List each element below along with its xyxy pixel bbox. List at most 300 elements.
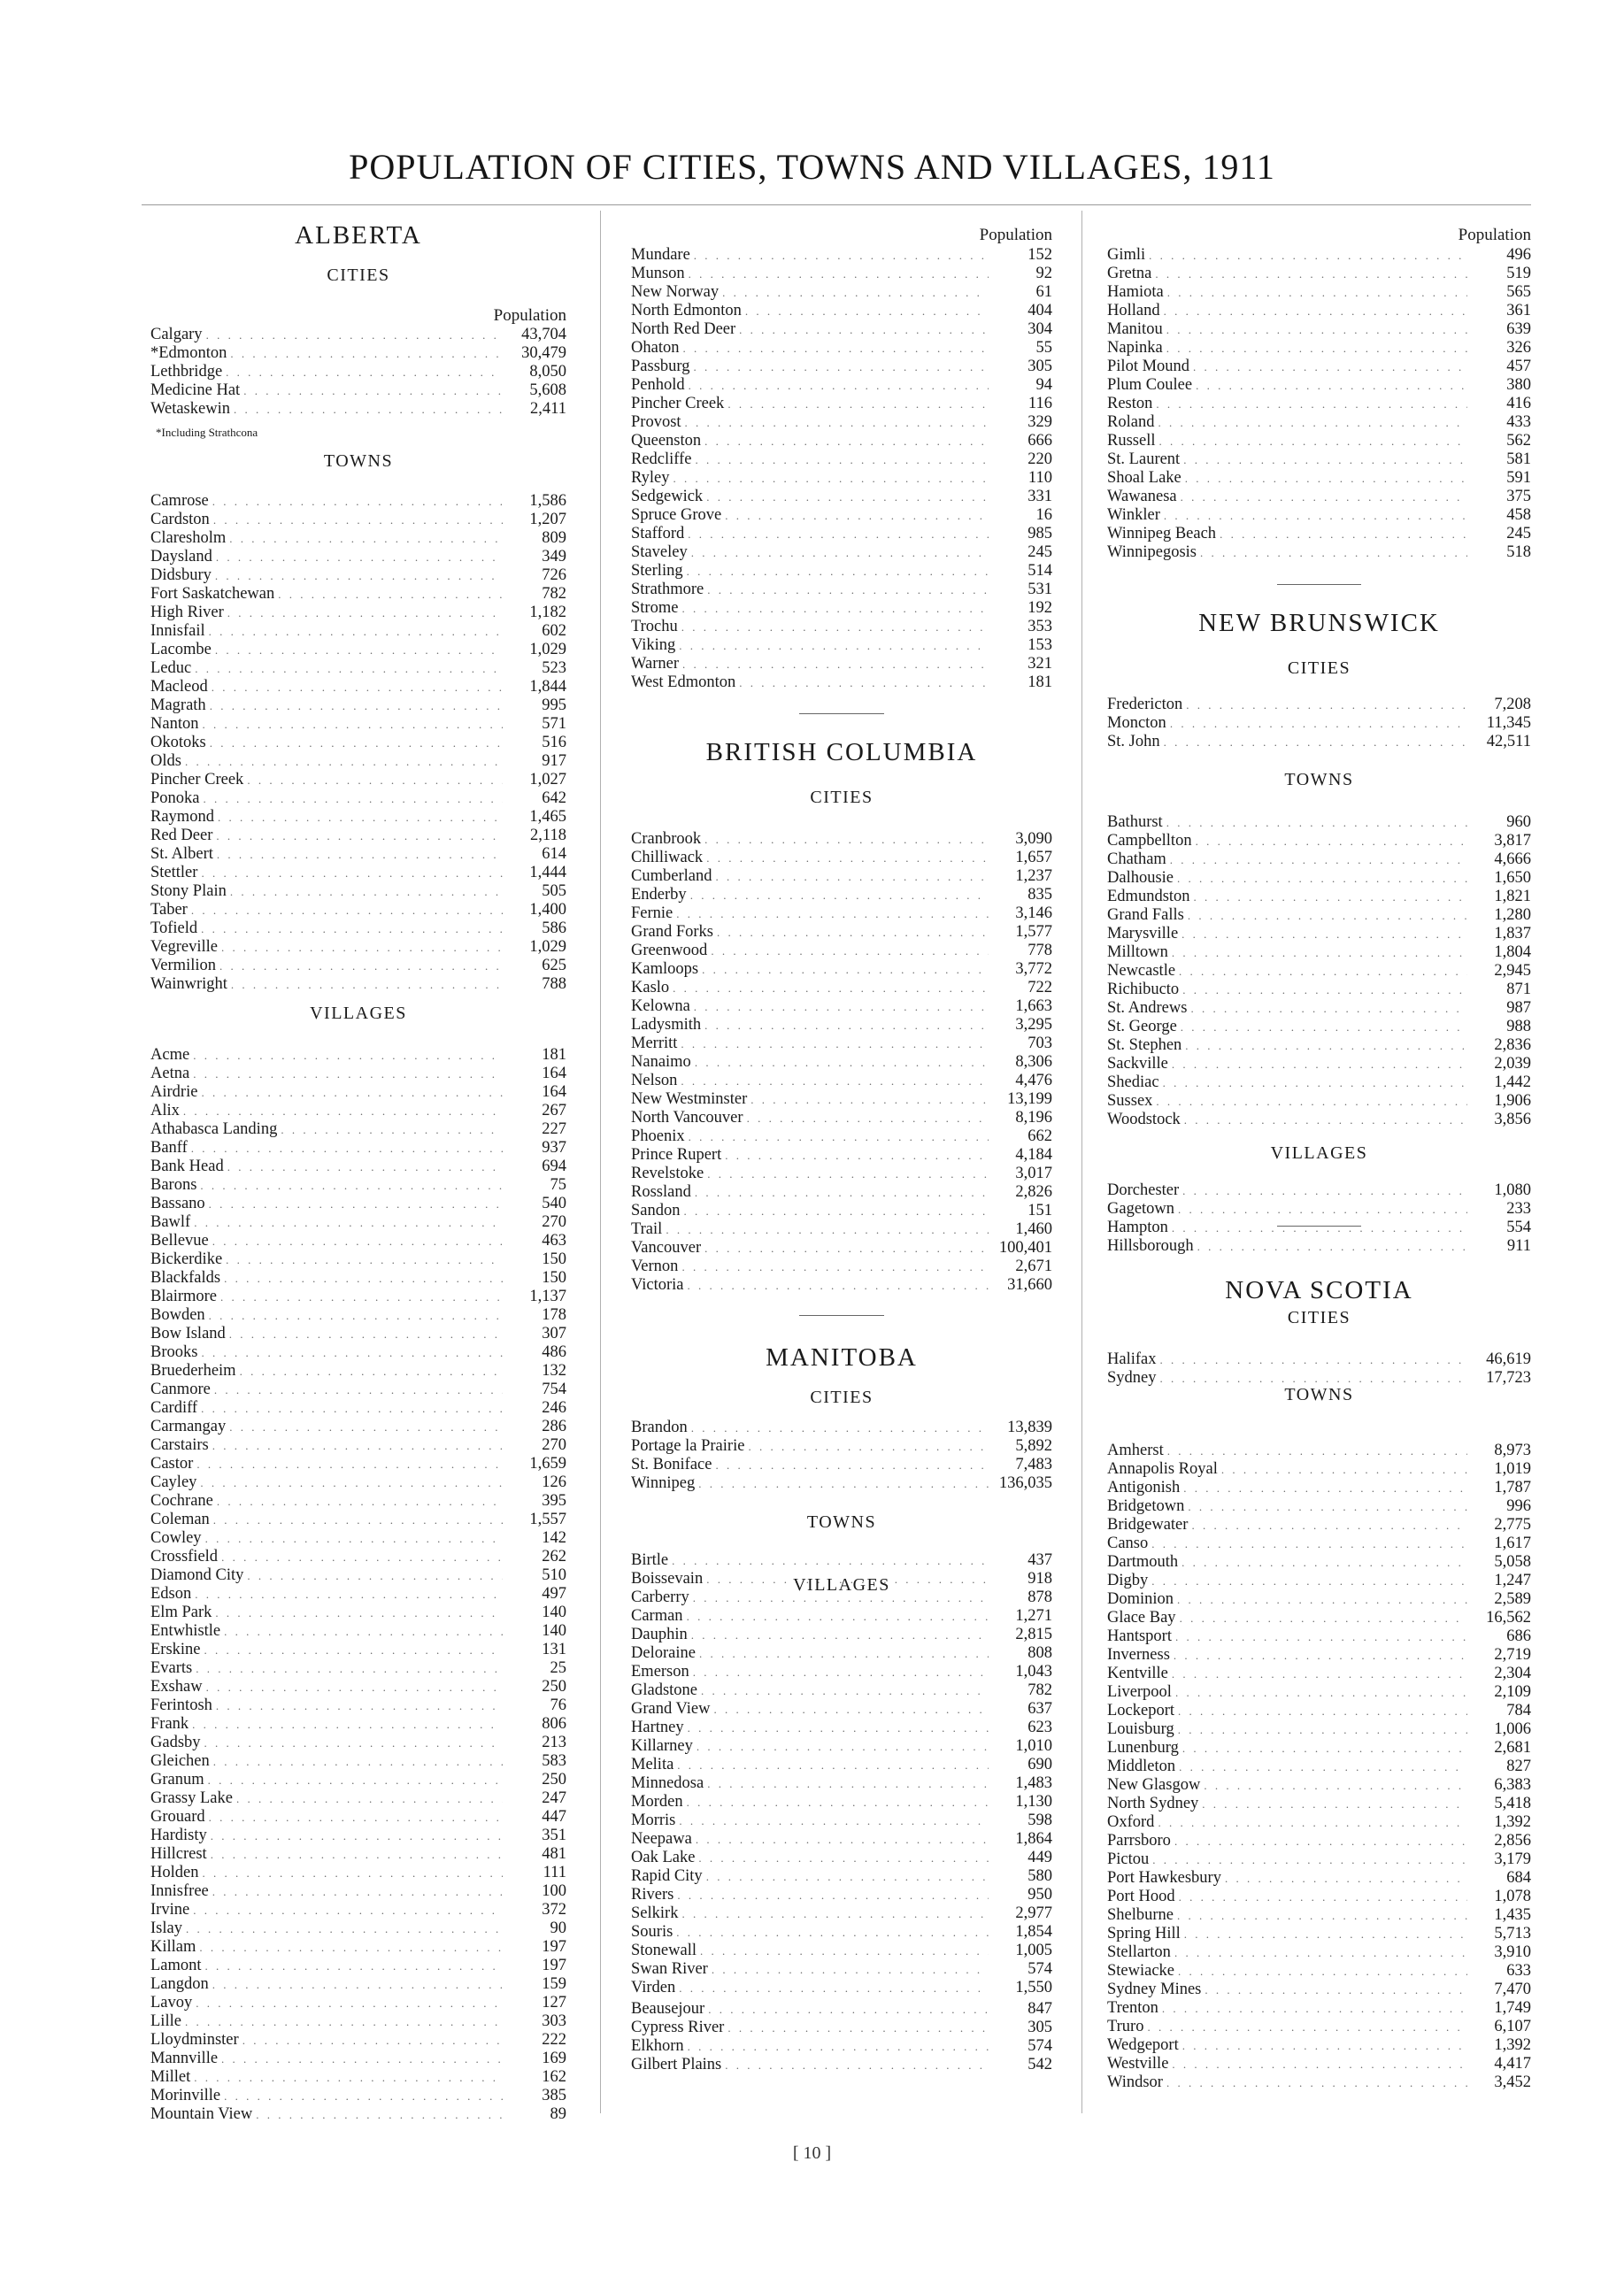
- place-name: Moncton: [1107, 714, 1166, 732]
- place-name: Marysville: [1107, 925, 1179, 942]
- leader-dots: [196, 1938, 503, 1957]
- table-row: [1107, 1627, 1531, 1646]
- table-row: [1107, 1665, 1531, 1683]
- section-heading: TOWNS: [323, 451, 394, 471]
- leader-dots: [192, 1994, 503, 2012]
- table-row: [631, 960, 1052, 979]
- population-value: 995: [542, 696, 566, 714]
- table-row: [150, 381, 566, 400]
- population-value: 518: [1506, 543, 1531, 561]
- table-row: [631, 886, 1052, 904]
- population-value: 1,182: [529, 604, 566, 621]
- leader-dots: [673, 1886, 989, 1904]
- table-row: [150, 529, 566, 548]
- population-value: 437: [1028, 1551, 1052, 1569]
- place-name: Ponoka: [150, 789, 200, 807]
- section-heading: TOWNS: [806, 1512, 877, 1532]
- table-row: [631, 599, 1052, 618]
- population-value: 574: [1028, 2037, 1052, 2055]
- place-name: Cochrane: [150, 1492, 213, 1510]
- table-row: [1107, 733, 1531, 751]
- place-name: Provost: [631, 413, 681, 431]
- leader-dots: [677, 1035, 989, 1053]
- table-row: [1107, 1572, 1531, 1590]
- population-value: 3,772: [1015, 960, 1052, 978]
- leader-dots: [1174, 1590, 1467, 1609]
- place-name: Staveley: [631, 543, 688, 561]
- population-value: 996: [1506, 1497, 1531, 1515]
- place-name: *Edmonton: [150, 344, 227, 362]
- section-separator: [799, 1315, 883, 1316]
- table-row: [631, 1663, 1052, 1681]
- leader-dots: [1160, 302, 1467, 320]
- leader-dots: [1168, 943, 1467, 962]
- table-row: [631, 1183, 1052, 1202]
- place-name: Evarts: [150, 1659, 193, 1677]
- place-name: Woodstock: [1107, 1111, 1181, 1128]
- table-row: [1107, 714, 1531, 733]
- place-name: St. George: [1107, 1018, 1177, 1035]
- population-value: 303: [542, 2012, 566, 2030]
- leader-dots: [1145, 246, 1467, 265]
- place-name: Roland: [1107, 413, 1155, 431]
- population-value: 169: [542, 2050, 566, 2067]
- leader-dots: [1168, 1055, 1467, 1073]
- leader-dots: [196, 1176, 503, 1195]
- population-value: 1,460: [1015, 1220, 1052, 1238]
- table-row: [1107, 506, 1531, 525]
- population-value: 7,208: [1494, 696, 1531, 713]
- leader-dots: [220, 1269, 503, 1288]
- table-row: [150, 1622, 566, 1641]
- population-value: 4,184: [1015, 1146, 1052, 1164]
- leader-dots: [214, 808, 503, 827]
- population-value: 385: [542, 2087, 566, 2104]
- population-value: 574: [1028, 1960, 1052, 1978]
- population-value: 5,418: [1494, 1795, 1531, 1812]
- population-value: 703: [1028, 1035, 1052, 1052]
- population-value: 1,749: [1494, 1999, 1531, 2017]
- place-name: Langdon: [150, 1975, 209, 1993]
- table-row: [1107, 339, 1531, 358]
- population-value: 1,837: [1494, 925, 1531, 942]
- leader-dots: [704, 2000, 989, 2019]
- place-name: Lunenburg: [1107, 1739, 1179, 1757]
- leader-dots: [207, 1845, 503, 1864]
- table-row: [631, 506, 1052, 525]
- leader-dots: [675, 1812, 989, 1830]
- leader-dots: [1174, 1962, 1467, 1981]
- leader-dots: [197, 919, 503, 938]
- leader-dots: [721, 506, 989, 525]
- population-value: 1,586: [529, 492, 566, 510]
- population-value: 361: [1506, 302, 1531, 319]
- leader-dots: [1218, 1460, 1467, 1479]
- leader-dots: [209, 492, 503, 511]
- place-name: Carman: [631, 1607, 683, 1625]
- table-row: [1107, 1869, 1531, 1888]
- place-name: Gretna: [1107, 265, 1152, 282]
- place-name: Warner: [631, 655, 679, 673]
- leader-dots: [1152, 1092, 1467, 1111]
- leader-dots: [243, 1566, 503, 1585]
- population-value: 6,107: [1494, 2018, 1531, 2035]
- table-row: [150, 1176, 566, 1195]
- leader-dots: [1174, 1720, 1467, 1739]
- leader-dots: [212, 1696, 503, 1715]
- place-name: Morris: [631, 1812, 676, 1829]
- place-name: Antigonish: [1107, 1479, 1181, 1496]
- population-value: 1,237: [1015, 867, 1052, 885]
- table-row: [631, 942, 1052, 960]
- place-name: Grassy Lake: [150, 1789, 233, 1807]
- leader-dots: [243, 771, 503, 789]
- place-name: Revelstoke: [631, 1165, 704, 1182]
- table-row: [150, 1789, 566, 1808]
- population-value: 2,671: [1015, 1258, 1052, 1275]
- table-row: [1107, 1646, 1531, 1665]
- population-value: 3,179: [1494, 1850, 1531, 1868]
- column-divider: [1081, 211, 1082, 2113]
- table-row: [1107, 1683, 1531, 1702]
- table-row: [1107, 283, 1531, 302]
- place-name: Winkler: [1107, 506, 1160, 524]
- leader-dots: [1189, 358, 1467, 376]
- leader-dots: [198, 1864, 503, 1882]
- leader-dots: [1184, 1497, 1467, 1516]
- section-heading: CITIES: [1287, 1308, 1351, 1327]
- population-value: 1,577: [1015, 923, 1052, 941]
- table-row: [1107, 1702, 1531, 1720]
- table-row: [150, 1734, 566, 1752]
- population-value: 514: [1028, 562, 1052, 580]
- table-row: [1107, 543, 1531, 562]
- leader-dots: [1164, 1442, 1467, 1460]
- place-name: Bridgetown: [1107, 1497, 1185, 1515]
- leader-dots: [703, 488, 989, 506]
- place-name: Dalhousie: [1107, 869, 1174, 887]
- table-row: [150, 585, 566, 604]
- leader-dots: [701, 432, 989, 450]
- place-name: Dorchester: [1107, 1181, 1180, 1199]
- table-row: [150, 1938, 566, 1957]
- table-row: [150, 1901, 566, 1919]
- place-name: Elkhorn: [631, 2037, 684, 2055]
- leader-dots: [662, 1220, 989, 1239]
- leader-dots: [1171, 1832, 1467, 1850]
- population-value: 918: [1028, 1570, 1052, 1588]
- table-row: [631, 1737, 1052, 1756]
- population-value: 8,050: [529, 363, 566, 381]
- leader-dots: [692, 450, 989, 469]
- table-row: [631, 1756, 1052, 1774]
- place-name: Bassano: [150, 1195, 205, 1212]
- table-row: [150, 1808, 566, 1827]
- leader-dots: [197, 1083, 503, 1102]
- table-row: [1107, 2073, 1531, 2092]
- leader-dots: [1166, 714, 1467, 733]
- population-value: 871: [1506, 981, 1531, 998]
- population-value: 662: [1028, 1127, 1052, 1145]
- place-name: Westville: [1107, 2055, 1169, 2073]
- place-name: Oak Lake: [631, 1849, 696, 1866]
- table-row: [150, 1882, 566, 1901]
- population-value: 89: [550, 2105, 566, 2123]
- leader-dots: [681, 1202, 989, 1220]
- section-separator: [1277, 1226, 1362, 1227]
- leader-dots: [1178, 1553, 1467, 1572]
- place-name: Dominion: [1107, 1590, 1174, 1608]
- leader-dots: [233, 1789, 503, 1808]
- population-value: 1,657: [1015, 849, 1052, 866]
- population-value: 270: [542, 1213, 566, 1231]
- table-row: [150, 511, 566, 529]
- population-value: 404: [1028, 302, 1052, 319]
- leader-dots: [188, 901, 503, 919]
- population-value: 13,199: [1007, 1090, 1052, 1108]
- place-name: Birtle: [631, 1551, 669, 1569]
- population-value: 1,821: [1494, 888, 1531, 905]
- table-row: [1107, 1850, 1531, 1869]
- population-value: 782: [1028, 1681, 1052, 1699]
- table-row: [150, 1473, 566, 1492]
- population-value: 13,839: [1007, 1419, 1052, 1436]
- leader-dots: [692, 1830, 989, 1849]
- leader-dots: [704, 1165, 989, 1183]
- place-name: Taber: [150, 901, 188, 919]
- place-name: Lethbridge: [150, 363, 223, 381]
- table-row: [631, 1456, 1052, 1474]
- leader-dots: [1163, 813, 1467, 832]
- population-value: 581: [1506, 450, 1531, 468]
- place-name: Shoal Lake: [1107, 469, 1181, 487]
- leader-dots: [1174, 1200, 1467, 1219]
- place-name: Olds: [150, 752, 181, 770]
- population-value: 639: [1506, 320, 1531, 338]
- table-row: [631, 1867, 1052, 1886]
- leader-dots: [690, 246, 989, 265]
- table-row: [1107, 962, 1531, 981]
- population-value: 2,109: [1494, 1683, 1531, 1701]
- place-name: Holland: [1107, 302, 1160, 319]
- leader-dots: [210, 1752, 503, 1771]
- table-row: [631, 1053, 1052, 1072]
- place-name: Portage la Prairie: [631, 1437, 745, 1455]
- leader-dots: [690, 997, 989, 1016]
- place-name: Fredericton: [1107, 696, 1183, 713]
- population-value: 3,295: [1015, 1016, 1052, 1034]
- leader-dots: [200, 789, 504, 808]
- leader-dots: [1187, 999, 1467, 1018]
- place-name: Cardiff: [150, 1399, 198, 1417]
- table-row: [1107, 302, 1531, 320]
- table-row: [150, 1269, 566, 1288]
- place-name: Didsbury: [150, 566, 212, 584]
- table-row: [631, 450, 1052, 469]
- leader-dots: [707, 942, 989, 960]
- leader-dots: [210, 1511, 503, 1529]
- table-row: [1107, 2018, 1531, 2036]
- population-value: 1,659: [529, 1455, 566, 1473]
- table-row: [631, 1849, 1052, 1867]
- place-name: Elm Park: [150, 1604, 212, 1621]
- leader-dots: [209, 1975, 503, 1994]
- place-name: Kelowna: [631, 997, 690, 1015]
- table-row: [1107, 1036, 1531, 1055]
- population-value: 586: [542, 919, 566, 937]
- place-name: Penhold: [631, 376, 685, 394]
- leader-dots: [712, 867, 989, 886]
- table-row: [150, 1399, 566, 1418]
- place-name: St. Andrews: [1107, 999, 1188, 1017]
- population-value: 516: [542, 734, 566, 751]
- place-name: New Norway: [631, 283, 720, 301]
- population-value: 305: [1028, 2019, 1052, 2036]
- place-name: Medicine Hat: [150, 381, 241, 399]
- leader-dots: [703, 849, 989, 867]
- leader-dots: [224, 604, 503, 622]
- leader-dots: [239, 2031, 503, 2050]
- place-name: Cayley: [150, 1473, 197, 1491]
- population-value: 162: [542, 2068, 566, 2086]
- place-name: Grand Falls: [1107, 906, 1184, 924]
- table-row: [631, 413, 1052, 432]
- leader-dots: [679, 655, 989, 673]
- place-name: Banff: [150, 1139, 188, 1157]
- table-row: [150, 2012, 566, 2031]
- section-heading: VILLAGES: [1270, 1143, 1368, 1163]
- table-row: [1107, 1092, 1531, 1111]
- table-row: [631, 1607, 1052, 1626]
- leader-dots: [747, 1090, 989, 1109]
- leader-dots: [197, 1343, 503, 1362]
- leader-dots: [277, 1120, 503, 1139]
- leader-dots: [1194, 1237, 1467, 1256]
- place-name: Stettler: [150, 864, 198, 881]
- leader-dots: [230, 400, 503, 419]
- table-row: [631, 339, 1052, 358]
- table-row: [631, 581, 1052, 599]
- leader-dots: [683, 1793, 989, 1812]
- leader-dots: [669, 979, 989, 997]
- table-row: [631, 673, 1052, 692]
- population-value: 164: [542, 1083, 566, 1101]
- table-row: [150, 1455, 566, 1473]
- place-name: Boissevain: [631, 1570, 704, 1588]
- place-name: Lamont: [150, 1957, 202, 1974]
- table-row: [1107, 469, 1531, 488]
- table-row: [1107, 432, 1531, 450]
- leader-dots: [721, 2056, 989, 2074]
- population-value: 349: [542, 548, 566, 565]
- population-value: 329: [1028, 413, 1052, 431]
- table-row: [150, 1288, 566, 1306]
- leader-dots: [742, 302, 989, 320]
- place-name: Hampton: [1107, 1219, 1168, 1236]
- place-name: Trail: [631, 1220, 663, 1238]
- leader-dots: [1171, 1943, 1467, 1962]
- table-row: [1107, 888, 1531, 906]
- population-value: 151: [1028, 1202, 1052, 1219]
- place-name: Greenwood: [631, 942, 708, 959]
- place-name: Bruederheim: [150, 1362, 236, 1380]
- population-value: 2,719: [1494, 1646, 1531, 1664]
- leader-dots: [202, 1529, 503, 1548]
- leader-dots: [684, 1719, 989, 1737]
- population-header: Population: [1458, 226, 1531, 244]
- leader-dots: [213, 845, 503, 864]
- leader-dots: [206, 734, 503, 752]
- leader-dots: [743, 1109, 989, 1127]
- leader-dots: [204, 1771, 503, 1789]
- table-row: [631, 1644, 1052, 1663]
- place-name: Millet: [150, 2068, 191, 2086]
- population-value: 1,550: [1015, 1979, 1052, 1996]
- leader-dots: [1181, 1036, 1467, 1055]
- leader-dots: [688, 543, 989, 562]
- place-name: Airdrie: [150, 1083, 198, 1101]
- table-row: [631, 469, 1052, 488]
- leader-dots: [1178, 925, 1467, 943]
- section-heading: VILLAGES: [310, 1004, 407, 1023]
- leader-dots: [1166, 850, 1467, 869]
- leader-dots: [1148, 1572, 1467, 1590]
- population-value: 267: [542, 1102, 566, 1119]
- table-row: [150, 1381, 566, 1399]
- province-heading: MANITOBA: [766, 1343, 918, 1372]
- population-value: 7,470: [1494, 1981, 1531, 1998]
- table-row: [150, 1195, 566, 1213]
- table-row: [1107, 1553, 1531, 1572]
- place-name: Chatham: [1107, 850, 1166, 868]
- population-value: 458: [1506, 506, 1531, 524]
- place-name: Rapid City: [631, 1867, 703, 1885]
- population-value: 722: [1028, 979, 1052, 996]
- population-value: 562: [1506, 432, 1531, 450]
- population-value: 2,945: [1494, 962, 1531, 980]
- place-name: Pincher Creek: [150, 771, 244, 788]
- population-value: 1,207: [529, 511, 566, 528]
- leader-dots: [677, 1072, 989, 1090]
- table-row: [1107, 488, 1531, 506]
- place-name: North Sydney: [1107, 1795, 1199, 1812]
- place-name: Red Deer: [150, 827, 213, 844]
- table-row: [150, 1752, 566, 1771]
- place-name: Barons: [150, 1176, 197, 1194]
- population-value: 1,906: [1494, 1092, 1531, 1110]
- leader-dots: [218, 2050, 503, 2068]
- table-row: [150, 604, 566, 622]
- table-row: [150, 1957, 566, 1975]
- place-name: Oxford: [1107, 1813, 1155, 1831]
- place-name: North Red Deer: [631, 320, 736, 338]
- page-number: [ 10 ]: [792, 2143, 832, 2163]
- population-value: 519: [1506, 265, 1531, 282]
- place-name: Bathurst: [1107, 813, 1163, 831]
- population-value: 1,271: [1015, 1607, 1052, 1625]
- place-name: Plum Coulee: [1107, 376, 1193, 394]
- table-row: [631, 1220, 1052, 1239]
- table-row: [1107, 1906, 1531, 1925]
- leader-dots: [1160, 506, 1467, 525]
- place-name: St. Boniface: [631, 1456, 712, 1473]
- table-row: [150, 696, 566, 715]
- population-value: 153: [1028, 636, 1052, 654]
- leader-dots: [735, 673, 989, 692]
- place-name: Nanton: [150, 715, 199, 733]
- population-value: 987: [1506, 999, 1531, 1017]
- table-row: [1107, 1758, 1531, 1776]
